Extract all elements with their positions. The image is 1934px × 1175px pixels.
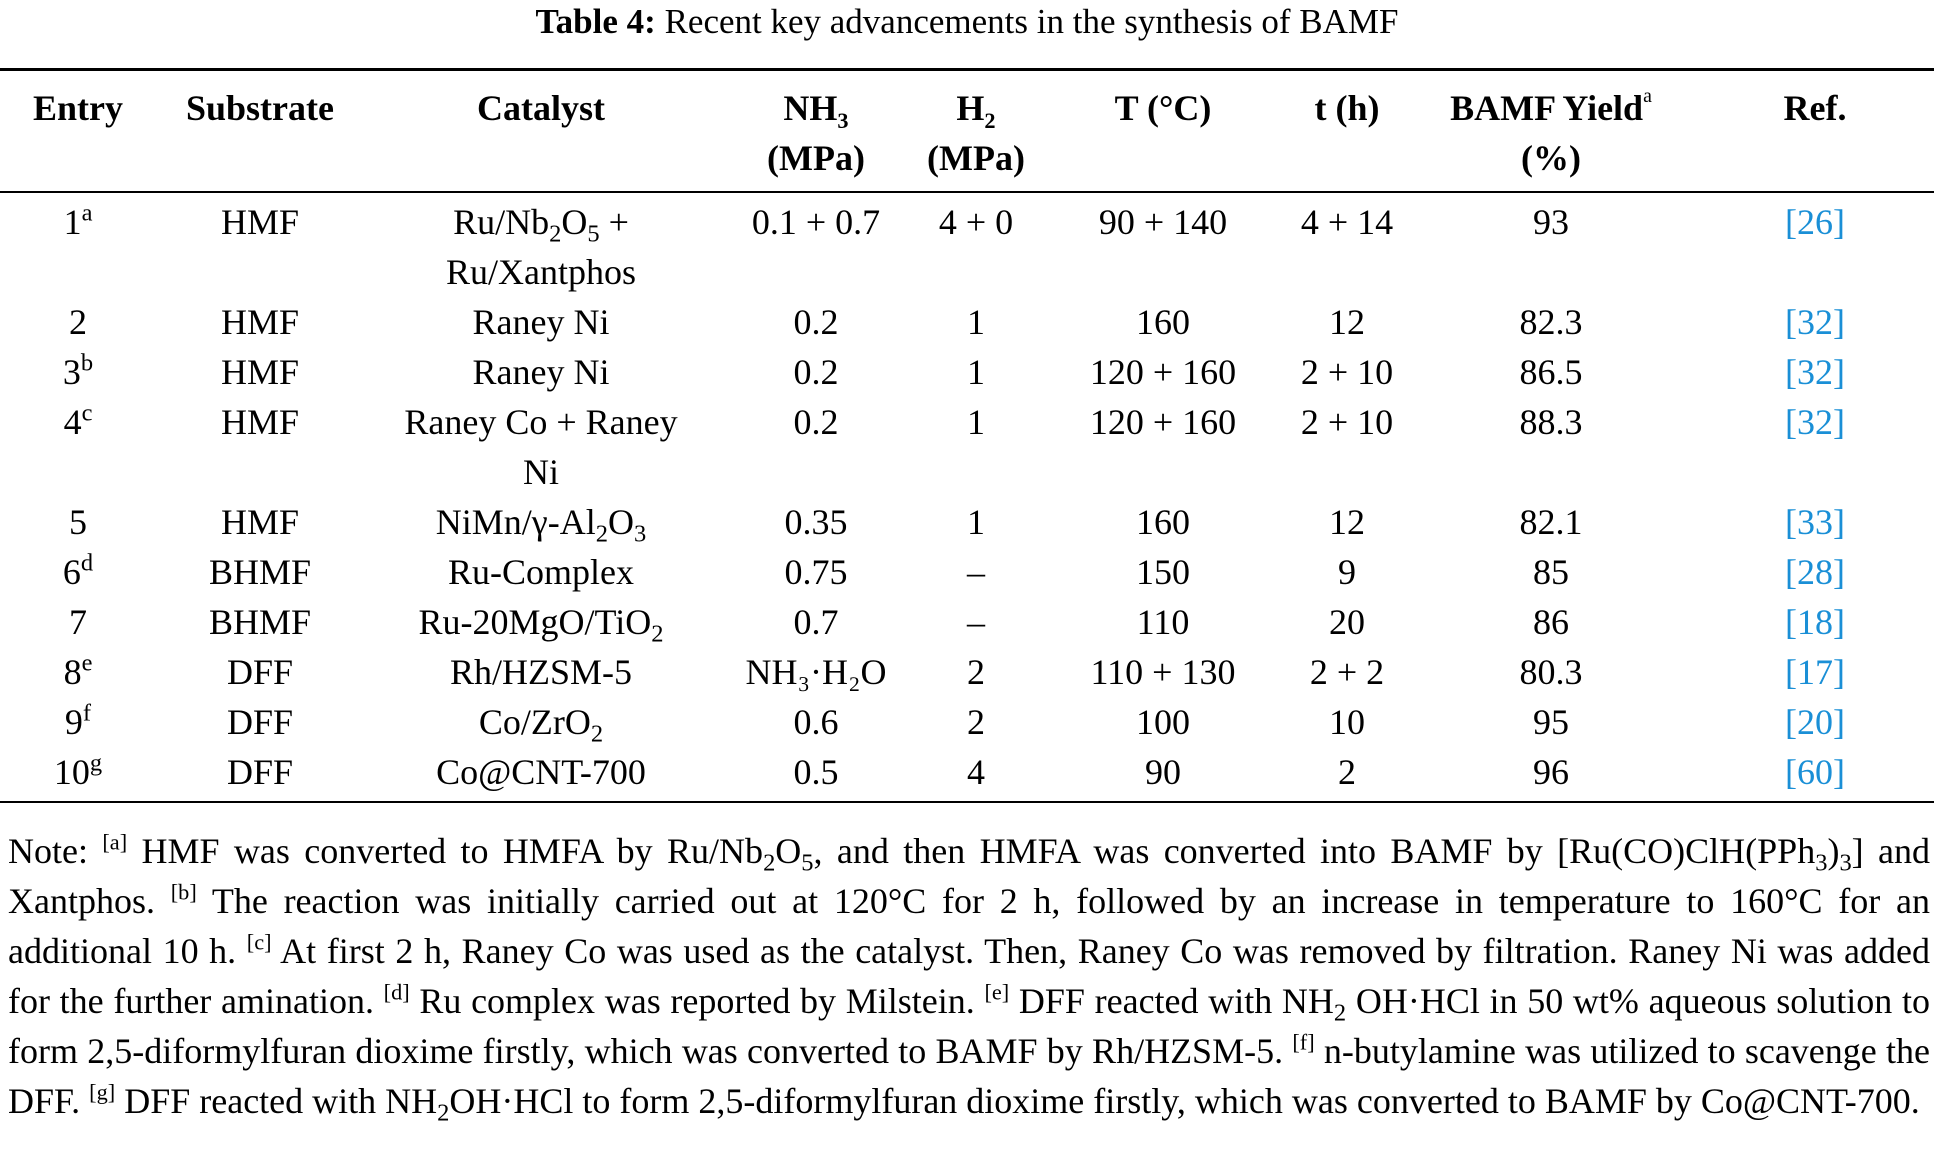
cell-catalyst: Raney Ni [472, 302, 610, 342]
cell-h2: – [967, 602, 985, 642]
reference-link[interactable]: [32] [1785, 402, 1845, 442]
cell-h2: 1 [967, 502, 985, 542]
cell-time: 12 [1329, 302, 1365, 342]
cell-ref [1696, 192, 1934, 297]
reference-link[interactable]: [18] [1785, 602, 1845, 642]
reference-link[interactable]: [26] [1785, 202, 1845, 242]
cell-h2: 4 + 0 [938, 202, 1014, 242]
cell-time: 9 [1338, 552, 1356, 592]
header-time: t (h) [1288, 70, 1406, 193]
cell-catalyst: Co/ZrO$_2$ [478, 702, 604, 748]
cell-entry: 10$^g$ [0, 747, 156, 802]
cell-catalyst: Ru-20MgO/TiO$_2$ [418, 602, 664, 648]
cell-time: 12 [1329, 502, 1365, 542]
cell-time: 2 + 10 [1300, 352, 1394, 392]
cell-h2: 2 [967, 652, 985, 692]
reference-link[interactable]: [28] [1785, 552, 1845, 592]
cell-time: 4 + 14 [1300, 202, 1394, 242]
cell-nh3: 0.2 [793, 302, 839, 342]
cell-ref [1696, 297, 1934, 347]
header-row [0, 70, 1934, 193]
cell-time: 10 [1329, 702, 1365, 742]
cell-entry: 3$^b$ [62, 349, 94, 392]
cell-substrate: HMF [220, 202, 300, 242]
cell-yield: 86 [1533, 602, 1569, 642]
cell-nh3: 0.35 [784, 502, 848, 542]
cell-temperature: 120 + 160 [1089, 402, 1237, 442]
table-note: Note: [a] HMF was converted to HMFA by $Ru/Nb_2O_5$, and then HMFA was converted into BAMF by $[Ru(CO)ClH(PPh_3)_3]$ and Xantphos. [b] The reaction was initially carried out at 120°C for 2 h, followed by an increase in temperature to 160°C for an additional 10 h. [c] At first 2 h, Raney Co was used as the catalyst. Then, Raney Co was removed by filtration. Raney Ni was added for the further amination. [d] Ru complex was reported by Milstein. [e] DFF reacted with $NH_2$ OH·HCl in 50 wt% aqueous solution to form 2,5-diformylfuran dioxime firstly, which was converted to BAMF by Rh/HZSM-5. [f] n-butylamine was utilized to scavenge the DFF. [g] DFF reacted with $NH_2OH\cdot HCl$ to form 2,5-diformylfuran dioxime firstly, which was converted to BAMF by Co@CNT-700. [8, 829, 1931, 1127]
cell-substrate: BHMF [208, 552, 312, 592]
cell-entry: 1$^a$ [63, 199, 93, 242]
cell-temperature: 90 [1038, 747, 1288, 802]
cell-substrate: DFF [156, 747, 364, 802]
cell-time: 2 [1288, 747, 1406, 802]
cell-ref [1696, 397, 1934, 497]
cell-temperature: 110 + 130 [1090, 652, 1236, 692]
cell-entry: 6$^d$ [62, 549, 94, 592]
header-yield: BAMF Yield$^a$ (%) [1406, 70, 1696, 193]
cell-temperature: 160 [1136, 502, 1190, 542]
cell-nh3: 0.7 [793, 602, 839, 642]
cell-entry: 4$^c$ [63, 399, 93, 442]
caption-label: Table 4: [535, 2, 656, 41]
cell-nh3: 0.75 [784, 552, 848, 592]
cell-yield: 85 [1533, 552, 1569, 592]
table-row [0, 647, 1934, 697]
reference-link[interactable]: [32] [1785, 352, 1845, 392]
cell-substrate: DFF [226, 652, 294, 692]
cell-catalyst: Co@CNT-700 [364, 747, 718, 802]
cell-time: 20 [1329, 602, 1365, 642]
cell-h2: 2 [967, 702, 985, 742]
cell-ref [1696, 597, 1934, 647]
caption-text: Recent key advancements in the synthesis of BAMF [664, 2, 1399, 41]
cell-temperature: 150 [1136, 552, 1190, 592]
cell-entry: 9$^f$ [64, 699, 92, 742]
header-substrate: Substrate [156, 70, 364, 193]
cell-catalyst: NiMn/$\gamma-Al_2O_3$ [435, 502, 647, 548]
table-row [0, 697, 1934, 747]
cell-nh3: 0.1 + 0.7 [751, 202, 881, 242]
cell-temperature: 120 + 160 [1089, 352, 1237, 392]
cell-h2: 1 [967, 302, 985, 342]
cell-yield: 82.3 [1519, 302, 1583, 342]
table-row [0, 547, 1934, 597]
cell-entry: 2 [69, 302, 87, 342]
table-caption [0, 0, 1934, 44]
cell-entry: 8e [63, 649, 93, 692]
cell-nh3: 0.5 [718, 747, 914, 802]
cell-time: 2 + 2 [1309, 652, 1385, 692]
cell-yield: 88.3 [1519, 402, 1583, 442]
cell-yield: 80.3 [1519, 652, 1583, 692]
header-catalyst: Catalyst [364, 70, 718, 193]
cell-h2: 4 [914, 747, 1038, 802]
table-row [0, 192, 1934, 297]
cell-nh3: 0.6 [793, 702, 839, 742]
cell-substrate: HMF [220, 352, 300, 392]
cell-entry: 5 [69, 502, 87, 542]
cell-h2: – [967, 552, 985, 592]
table-row [0, 747, 1934, 802]
cell-temperature: 90 + 140 [1098, 202, 1228, 242]
cell-ref [1696, 647, 1934, 697]
cell-catalyst: Raney Ni [472, 352, 610, 392]
cell-temperature: 100 [1136, 702, 1190, 742]
cell-substrate: HMF [220, 302, 300, 342]
header-entry: Entry [0, 70, 156, 193]
cell-yield: 95 [1533, 702, 1569, 742]
cell-h2: 1 [967, 352, 985, 392]
cell-nh3: NH₃·H₂O [745, 652, 887, 692]
cell-yield: 93 [1533, 202, 1569, 242]
cell-nh3: 0.2 [793, 402, 839, 442]
reference-link[interactable]: [20] [1785, 702, 1845, 742]
cell-yield: 82.1 [1519, 502, 1583, 542]
table-row [0, 397, 1934, 497]
cell-h2: 1 [967, 402, 985, 442]
reference-link[interactable]: [60] [1785, 752, 1845, 792]
cell-catalyst: Rh/HZSM-5 [449, 652, 633, 692]
header-ref: Ref. [1696, 70, 1934, 193]
cell-time: 2 + 10 [1300, 402, 1394, 442]
cell-catalyst: $Ru/Nb_2O_5$ + Ru/Xantphos [445, 202, 636, 292]
cell-ref [1696, 347, 1934, 397]
reference-link[interactable]: [32] [1785, 302, 1845, 342]
header-temperature: T (°C) [1038, 70, 1288, 193]
cell-substrate: HMF [220, 502, 300, 542]
cell-temperature: 110 [1136, 602, 1190, 642]
table-row [0, 597, 1934, 647]
cell-substrate: DFF [226, 702, 294, 742]
cell-entry: 7 [69, 602, 87, 642]
cell-substrate: BHMF [208, 602, 312, 642]
reference-link[interactable]: [33] [1785, 502, 1845, 542]
table-row [0, 297, 1934, 347]
reference-link[interactable]: [17] [1785, 652, 1845, 692]
cell-substrate: HMF [220, 402, 300, 442]
cell-temperature: 160 [1136, 302, 1190, 342]
header-nh3: $NH_3$ (MPa) [718, 70, 914, 193]
bamf-synthesis-table [0, 68, 1934, 803]
cell-nh3: 0.2 [793, 352, 839, 392]
cell-ref [1696, 497, 1934, 547]
cell-ref [1696, 747, 1934, 802]
table-row [0, 347, 1934, 397]
cell-catalyst: Ru-Complex [448, 552, 634, 592]
table-row [0, 497, 1934, 547]
cell-catalyst: Raney Co + Raney Ni [404, 402, 678, 492]
cell-ref [1696, 697, 1934, 747]
cell-yield: 96 [1406, 747, 1696, 802]
header-h2: $H_2$ (MPa) [914, 70, 1038, 193]
cell-ref [1696, 547, 1934, 597]
cell-yield: 86.5 [1519, 352, 1583, 392]
